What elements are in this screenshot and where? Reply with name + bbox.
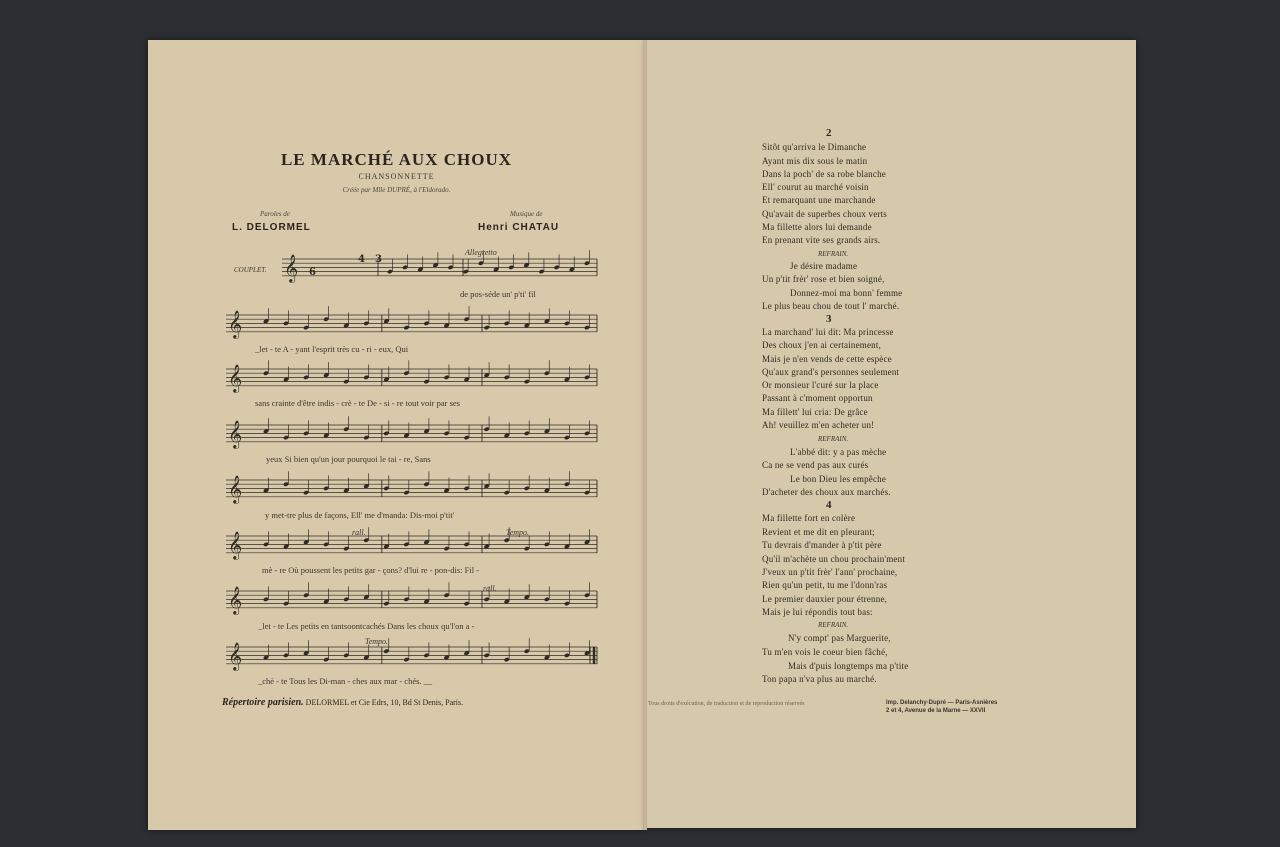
publisher-footer (222, 697, 463, 708)
publisher-address: DELORMEL et Cie Edrs, 10, Bd St Denis, Paris. (305, 698, 464, 707)
verse-line: En prenant vite ses grands airs. (762, 235, 881, 245)
refrain-line: Tu m'en vois le coeur bien fâché, (762, 647, 888, 657)
lyricist-label: Paroles de (260, 210, 290, 218)
verse-line: Qu'avait de superbes choux verts (762, 209, 887, 219)
verse-line: Ma fillette fort en colère (762, 513, 856, 523)
refrain-line: Le plus beau chou de tout l' marché. (762, 301, 900, 311)
refrain-label: REFRAIN. (818, 621, 849, 629)
verse-line: Des choux j'en ai certainement, (762, 340, 882, 350)
printer-line: Imp. Delanchy-Dupré — Paris-Asnières (886, 700, 998, 706)
verse-line: J'veux un p'tit frèr' l'ann' prochaine, (762, 567, 898, 577)
rights-notice: Tous droits d'exécution, de traduction et de reproduction réservés (648, 701, 805, 707)
time-signature: 6 (309, 267, 316, 278)
verse-number: 2 (826, 127, 832, 139)
verse-number: 4 (826, 499, 832, 511)
series-name: Répertoire parisien. (222, 697, 304, 708)
verse-line: Qu'aux grand's personnes seulement (762, 367, 900, 377)
verse-line: Tu devrais d'mander à p'tit père (762, 540, 882, 550)
verse-line: Revient et me dit en pleurant; (762, 527, 875, 537)
treble-clef: 𝄞 (284, 254, 299, 282)
composer-name: Henri CHATAU (478, 222, 560, 233)
refrain-line: Je désire madame (790, 261, 858, 271)
printer-line: 2 et 4, Avenue de la Marne — XXVII (886, 708, 986, 714)
refrain-line: Mais d'puis longtemps ma p'tite (788, 661, 909, 671)
time-signature: 3 (375, 254, 382, 265)
treble-clef: 𝄞 (228, 310, 243, 338)
creator-note: Créée par Mlle DUPRÉ, à l'Eldorado. (342, 186, 451, 194)
verse-line: Or monsieur l'curé sur la place (762, 380, 879, 390)
verse-line: Et remarquant une marchande (762, 195, 876, 205)
lyric-line: mè - re Où poussent les petits gar - çons? d'lui re - pon-dis: Fil - (262, 565, 480, 575)
verse-line: La marchand' lui dit: Ma princesse (762, 327, 894, 337)
lyric-line: sans crainte d'être indis - crè - te De - si - re tout voir par ses (255, 398, 460, 408)
verse-line: Sitôt qu'arriva le Dimanche (762, 142, 867, 152)
tempo-tempo-1: Tempo. (506, 528, 530, 537)
refrain-line: Donnez-moi ma bonn' femme (790, 288, 903, 298)
verse-line: Passant à c'moment opportun (762, 393, 873, 403)
lyric-line: _chè - te Tous les Di-man - ches aux mar - chés. __ (258, 676, 433, 686)
refrain-line: Ton papa n'va plus au marché. (762, 674, 877, 684)
refrain-line: N'y compt' pas Marguerite, (788, 633, 891, 643)
refrain-line: Un p'tit frèr' rose et bien soigné, (762, 274, 885, 284)
verse-line: Le premier dauxier pour étrenne, (762, 594, 888, 604)
refrain-label: REFRAIN. (818, 435, 849, 443)
verse-line: Ma fillett' lui cria: De grâce (762, 407, 868, 417)
verse-line: Qu'il m'achète un chou prochain'ment (762, 554, 906, 564)
lyric-line: yeux Si bien qu'un jour pourquoi le tai - re, Sans (266, 454, 431, 464)
tempo-allegretto: Allegretto (465, 248, 497, 257)
song-subtitle: CHANSONNETTE (358, 172, 435, 181)
verse-line: Dans la poch' de sa robe blanche (762, 169, 886, 179)
verse-line: Rien qu'un petit, tu me l'donn'ras (762, 580, 888, 590)
tempo-tempo-2: Tempo. (365, 637, 389, 646)
treble-clef: 𝄞 (228, 420, 243, 448)
verse-number: 3 (826, 313, 832, 325)
treble-clef: 𝄞 (228, 364, 243, 392)
song-title: LE MARCHÉ AUX CHOUX (280, 150, 513, 169)
treble-clef: 𝄞 (228, 531, 243, 559)
refrain-line: D'acheter des choux aux marchés. (762, 487, 891, 497)
verse-line: Mais je lui répondis tout bas: (762, 607, 873, 617)
refrain-line: Ca ne se vend pas aux curés (762, 460, 869, 470)
tempo-rall-2: rall. (483, 584, 497, 593)
printer-credit (886, 699, 997, 715)
verse-line: Ayant mis dix sous le matin (762, 156, 868, 166)
treble-clef: 𝄞 (228, 642, 243, 670)
verse-line: Ell' courut au marché voisin (762, 182, 869, 192)
lyric-line: y met-tre plus de façons, Ell' me d'manda: Dis-moi p'tit' (265, 510, 455, 520)
verse-line: Ma fillette alors lui demande (762, 222, 872, 232)
lyricist-name: L. DELORMEL (232, 222, 311, 233)
couplet-label: COUPLET. (234, 266, 267, 274)
refrain-label: REFRAIN. (818, 250, 849, 258)
refrain-line: L'abbé dit: y a pas mèche (790, 447, 887, 457)
treble-clef: 𝄞 (228, 586, 243, 614)
composer-label: Musique de (510, 210, 543, 218)
time-signature: 4 (358, 254, 365, 265)
verse-line: Mais je n'en vends de cette espèce (762, 354, 892, 364)
treble-clef: 𝄞 (228, 475, 243, 503)
verse-line: Ah! veuillez m'en acheter un! (762, 420, 875, 430)
lyric-line: _let - te Les petits en tantsoontcachés Dans les choux qu'l'on a - (258, 621, 475, 631)
lyric-line: de pos-séde un' p'ti' fil (460, 289, 536, 299)
lyric-line: _let - te A - yant l'esprit très cu - ri - eux, Qui (255, 344, 409, 354)
refrain-line: Le bon Dieu les empêche (790, 474, 887, 484)
tempo-rall-1: rall. (352, 528, 366, 537)
